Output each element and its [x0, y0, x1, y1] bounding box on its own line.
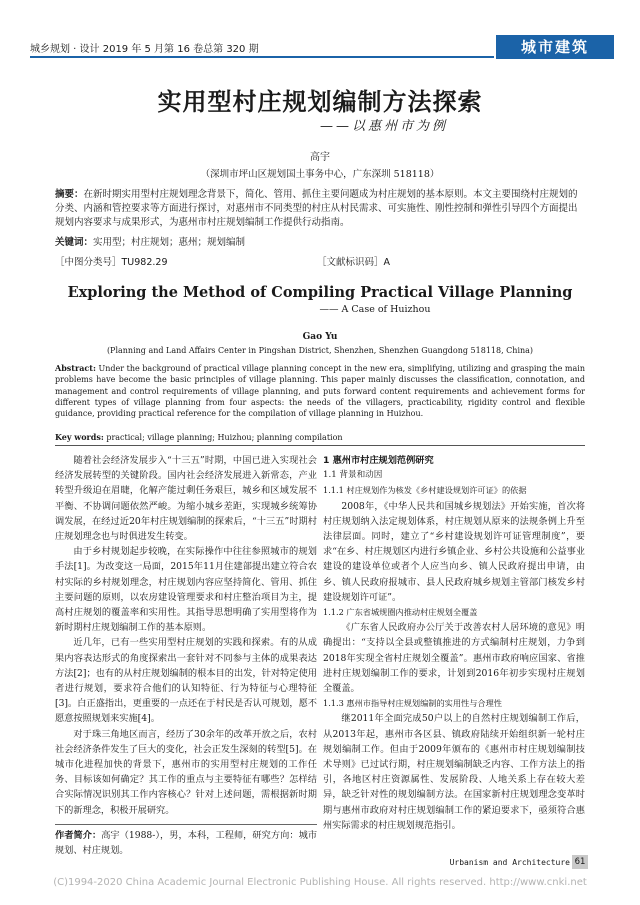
abstract-en — [55, 363, 585, 419]
footer-journal-name: Urbanism and Architecture — [449, 858, 570, 867]
journal-header: 城乡规划 · 设计 2019 年 5 月第 16 卷总第 320 期 — [30, 44, 259, 55]
clc-number: ［中图分类号］TU982.29 — [55, 257, 168, 268]
body-right-column — [323, 453, 585, 833]
keywords-cn-text: 实用型；村庄规划；惠州；规划编制 — [93, 237, 246, 248]
title-cn: 实用型村庄规划编制方法探索 — [157, 88, 483, 116]
keywords-en-lead: Key words: — [55, 432, 104, 442]
subtitle-en: —— A Case of Huizhou — [319, 304, 431, 315]
page-number: 61 — [572, 855, 588, 869]
subsubsection-heading: 1.1.3 惠州市指导村庄规划编制的实用性与合理性 — [323, 698, 502, 709]
header-rule — [30, 56, 494, 58]
title-en: Exploring the Method of Compiling Practical Village Planning — [67, 284, 573, 301]
body-paragraph: 继2011年全面完成50户以上的自然村庄规划编制工作后，从2013年起，惠州市各区县、镇政府陆续开始组织新一轮村庄规划编制工作。但由于2009年颁布的《惠州市村庄规划编制技术导则》已过试行期，村庄规划编制缺乏内容、工作方法上的指引，各地区村庄资源属性、发展阶段、人地关系上存在较大差异，缺乏针对性的规划编制方法。在国家新村庄规划理念变革时期与惠州市政府对村庄规划编制工作的紧迫要求下，亟须符合惠州实际需求的村庄规划规范指引。 — [323, 713, 585, 831]
keywords-cn — [55, 236, 585, 250]
section-divider — [55, 445, 585, 446]
affiliation-en: (Planning and Land Affairs Center in Pingshan District, Shenzhen, Shenzhen Guangdong 518118, China) — [106, 346, 534, 355]
body-paragraph: 近几年，已有一些实用型村庄规划的实践和探索。有的从成果内容表达形式的角度探索出一套针对不同参与主体的成果表达方法[2]；也有的从村庄规划编制的根本目的出发，针对特定使用者进行规划，要求符合他们的认知特征、行为特征与心理特征[3]。白正盛指出，更重要的一点还在于村民是否认可规划，愿不愿意按照规划来实施[4]。 — [55, 637, 317, 725]
keywords-en-text: practical; village planning; Huizhou; planning compilation — [103, 433, 343, 442]
copyright-notice: (C)1994-2020 China Academic Journal Electronic Publishing House. All rights reserved. http://www.cnki.net — [53, 877, 587, 888]
body-paragraph: 由于乡村规划起步较晚，在实际操作中往往参照城市的规划手法[1]。为改变这一局面，2015年11月住建部提出建立符合农村实际的乡村规划理念，村庄规划内容应坚持简化、管用、抓住主要问题的原则，以农房建设管理要求和村庄整治项目为主，提高村庄规划的覆盖率和实用性。其指导思想明确了实用型将作为新时期村庄规划编制工作的基本原则。 — [55, 546, 317, 634]
subsection-heading: 1.1 背景和动因 — [323, 470, 383, 481]
abstract-cn-lead: 摘要： — [55, 189, 84, 200]
author-note — [55, 824, 317, 858]
author-note-lead: 作者简介： — [55, 829, 102, 841]
body-paragraph: 2008年，《中华人民共和国城乡规划法》开始实施，首次将村庄规划纳入法定规划体系，村庄规划从原来的法规条例上升至法律层面。同时，建立了“乡村建设规划许可证管理制度”，要求“在乡、村庄规划区内进行乡镇企业、乡村公共设施和公益事业建设的建设单位或者个人应当向乡、镇人民政府提出申请，由乡、镇人民政府报城市、县人民政府城乡规划主管部门核发乡村建设规划许可证”。 — [323, 500, 585, 603]
body-left-column — [55, 453, 317, 858]
keywords-cn-lead: 关键词： — [55, 237, 94, 248]
abstract-en-lead: Abstract: — [55, 363, 96, 373]
body-paragraph: 对于珠三角地区而言，经历了30余年的改革开放之后，农村社会经济条件发生了巨大的变化，社会正发生深刻的转型[5]。在城市化进程加快的背景下，惠州市的实用型村庄规划的工作任务、目标该如何确定？其工作的重点与主要特征有哪些？怎样结合实际情况识别其工作内容核心？针对上述问题，需根据新时期下的新理念，积极开展研究。 — [55, 728, 317, 816]
keywords-en — [55, 432, 585, 443]
author-cn: 高宇 — [310, 152, 330, 163]
abstract-cn-text: 在新时期实用型村庄规划理念背景下，简化、管用、抓住主要问题成为村庄规划的基本原则。本文主要围绕村庄规划的分类、内涵和管控要求等方面进行探讨，对惠州市不同类型的村庄从村民需求、可实施性、刚性控制和弹性引导四个方面提出规划内容要求与成果形式，为惠州市村庄规划编制工作提供行动指南。 — [55, 189, 578, 228]
body-paragraph: 随着社会经济发展步入“十三五”时期，中国已进入实现社会经济发展转型的关键阶段。国内社会经济发展进入新常态，产业转型升级迫在眉睫，化解产能过剩任务艰巨，城乡和区域发展不平衡、不协调问题依然严峻。为缩小城乡差距，实现城乡统筹协调发展，在经过近20年村庄规划编制的探索后，“十三五”时期村庄规划理念也与时俱进发生转变。 — [55, 455, 317, 543]
author-note-text: 高宇（1988-），男，本科，工程师，研究方向：城市规划、村庄规划。 — [55, 829, 318, 857]
abstract-cn — [55, 188, 585, 230]
subtitle-cn: ——以惠州市为例 — [320, 119, 449, 134]
subsubsection-heading: 1.1.2 广东省城规圈内推动村庄规划全覆盖 — [323, 607, 478, 618]
author-en: Gao Yu — [302, 332, 338, 342]
document-code: ［文献标识码］A — [317, 257, 390, 268]
section-heading: 1 惠州市村庄规划范例研究 — [323, 455, 434, 466]
subsubsection-heading: 1.1.1 村庄规划作为核发《乡村建设规划许可证》的依据 — [323, 485, 527, 496]
body-paragraph: 《广东省人民政府办公厅关于改善农村人居环境的意见》明确提出：“支持以全县或整镇推进的方式编制村庄规划，力争到2018年实现全省村庄规划全覆盖”。惠州市政府响应国家、省推进村庄规划编制工作的要求，计划到2016年初步实现村庄规划全覆盖。 — [323, 622, 585, 695]
section-badge: 城市建筑 — [496, 35, 614, 59]
abstract-en-text: Under the background of practical village planning concept in the new era, simplifying, utilizing and grasping the main problems have become the basic principles of village planning. This paper mainly discusses the classification, connotation, and management and control requirements of village planning, and puts forward content requirements and achievement forms for different types of village planning from four aspects: the needs of the villagers, practicability, rigidity control and flexible guidance, providing practical reference for the compilation of village planning in Huizhou. — [55, 364, 585, 419]
affiliation-cn: （深圳市坪山区规划国土事务中心，广东深圳 518118） — [200, 169, 440, 180]
